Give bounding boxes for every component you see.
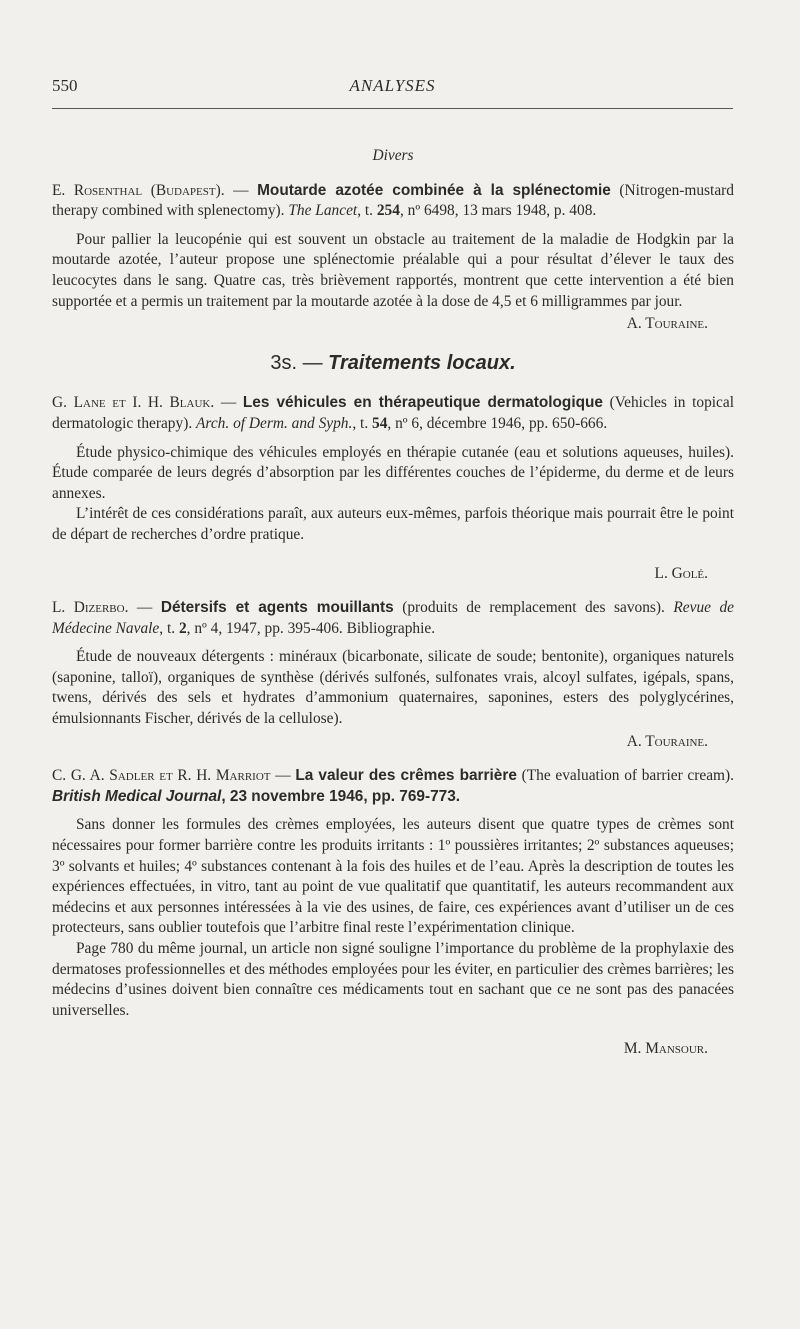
- dash: —: [297, 351, 329, 374]
- abstract-paragraph: L’intérêt de ces considérations paraît, aux auteurs eux-mêmes, parfois théorique mais pourrait être le point de départ de recherches d’ordre pratique.: [52, 505, 734, 543]
- review-entry-lane: [52, 393, 734, 584]
- reference-part: , t.: [352, 414, 373, 432]
- reference-part: (produits de remplacement des savons).: [393, 599, 674, 617]
- citation: [52, 393, 734, 434]
- section-title: Traitements locaux.: [328, 351, 516, 374]
- reference-part: , t.: [357, 202, 377, 220]
- article-title: Moutarde azotée combinée à la splénectomie: [257, 181, 611, 199]
- reference-part: , t.: [159, 619, 179, 637]
- dash: —: [270, 767, 296, 785]
- abstract-paragraph: Pour pallier la leucopénie qui est souvent un obstacle au traitement de la maladie de Hodgkin par la moutarde azotée, l’auteur propose une splénectomie préalable qui a pour résultat d’élever le taux des leucocytes dans le sang. Quatre cas, très brièvement rapportés, montrent que cette intervention a été bien supportée et a permis un traitement par la moutarde azotée à la dose de 4,5 et 6 milligrammes par jour.: [52, 230, 734, 310]
- journal-name: The Lancet: [288, 202, 358, 220]
- journal-name: Arch. of Derm. and Syph.: [196, 414, 353, 432]
- citation: [52, 181, 734, 222]
- abstract-paragraph: Sans donner les formules des crèmes employées, les auteurs disent que quatre types de crèmes sont nécessaires pour former barrière contre les produits irritants : 1º poussières irritantes; 2º substances aqueuses; 3º solvants et huiles; 4º substances contenant à la fois des huiles et de l’eau. Après la description de toutes les expériences effectuées, in vitro, tant au point de vue qualitatif que quantitatif, les auteurs recommandent aux médecins et aux personnes intéressées à la vie des usines, de faire, ces expériences avant d’utiliser un de ces protecteurs, sans oublier toutefois que l’arbitre final reste l’expérimentation clinique.: [52, 816, 734, 937]
- reference-part: (Nitrogen-mustard therapy combined with splenectomy).: [52, 181, 734, 220]
- running-title: ANALYSES: [349, 76, 436, 95]
- dash: —: [224, 181, 258, 199]
- volume: 254: [376, 202, 400, 220]
- page-body: [52, 146, 734, 1074]
- section-number: 3s.: [270, 351, 298, 374]
- reviewer-name: A. Touraine.: [626, 315, 708, 333]
- journal-name: Revue de Médecine Navale: [52, 599, 734, 637]
- reference-part: (The evaluation of barrier cream).: [516, 767, 734, 785]
- review-entry-dizerbo: [52, 598, 734, 752]
- review-entry-sadler: [52, 766, 734, 1060]
- subsection-heading: Divers: [372, 147, 414, 164]
- review-entry-rosenthal: [52, 181, 734, 335]
- volume: 54: [372, 414, 388, 432]
- volume: 2: [178, 619, 187, 637]
- reference-part: , nº 6, décembre 1946, pp. 650-666.: [387, 414, 608, 432]
- header-rule: [52, 108, 733, 109]
- dash: —: [128, 599, 161, 617]
- authors: E. Rosenthal (Budapest).: [52, 181, 225, 199]
- authors: L. Dizerbo.: [52, 599, 129, 617]
- abstract-paragraph: Étude de nouveaux détergents : minéraux (bicarbonate, silicate de soude; bentonite), organiques naturels (saponine, talloï), organiques de synthèse (dérivés sulfonés, sulfonates vrais, alcoyl sulfates, igépals, spans, twens, dérivés des sels et hydrates d’ammonium quaternaires, saponines, esters des polyglycérines, émulsionnants Fischer, dérivés de la cellulose).: [52, 648, 734, 728]
- citation: [52, 598, 734, 639]
- journal-name: British Medical Journal: [52, 787, 222, 805]
- abstract-paragraph: Étude physico-chimique des véhicules employés en thérapie cutanée (eau et solutions aqueuses, huiles). Étude comparée de leurs degrés d’absorption par les différentes couches de l’épiderme, du derme et de leurs annexes.: [52, 443, 734, 502]
- reviewer-signature: [52, 1039, 708, 1060]
- authors: G. Lane et I. H. Blauk.: [52, 394, 215, 412]
- reviewer-signature: [52, 564, 708, 585]
- article-title: La valeur des crêmes barrière: [295, 767, 517, 785]
- reference-part: , nº 4, 1947, pp. 395-406. Bibliographie.: [186, 619, 436, 637]
- reference-part: (Vehicles in topical dermatologic therapy).: [52, 394, 734, 432]
- reviewer-name: L. Golé.: [654, 564, 708, 582]
- citation: [52, 766, 734, 807]
- reviewer-signature: [52, 314, 708, 335]
- reviewer-name: A. Touraine.: [626, 732, 708, 750]
- reviewer-signature: [52, 732, 708, 753]
- authors: C. G. A. Sadler et R. H. Marriot: [52, 767, 271, 785]
- page-number: 550: [52, 76, 78, 95]
- article-title: Détersifs et agents mouillants: [160, 599, 394, 617]
- reference-part: , nº 6498, 13 mars 1948, p. 408.: [399, 202, 597, 220]
- dash: —: [214, 394, 243, 412]
- reference-part: , 23 novembre 1946, pp. 769-773.: [221, 787, 461, 805]
- article-title: Les véhicules en thérapeutique dermatologique: [242, 394, 603, 412]
- page-header: [52, 76, 733, 96]
- reviewer-name: M. Mansour.: [623, 1040, 708, 1058]
- section-heading: [52, 353, 734, 374]
- abstract-paragraph: Page 780 du même journal, un article non signé souligne l’importance du problème de la prophylaxie des dermatoses professionnelles et des méthodes employées pour les éviter, en particulier des crèmes barrières; les médecins d’usines doivent bien connaître ces médicaments tout en sachant que ce ne sont pas des panacées universelles.: [52, 940, 734, 1019]
